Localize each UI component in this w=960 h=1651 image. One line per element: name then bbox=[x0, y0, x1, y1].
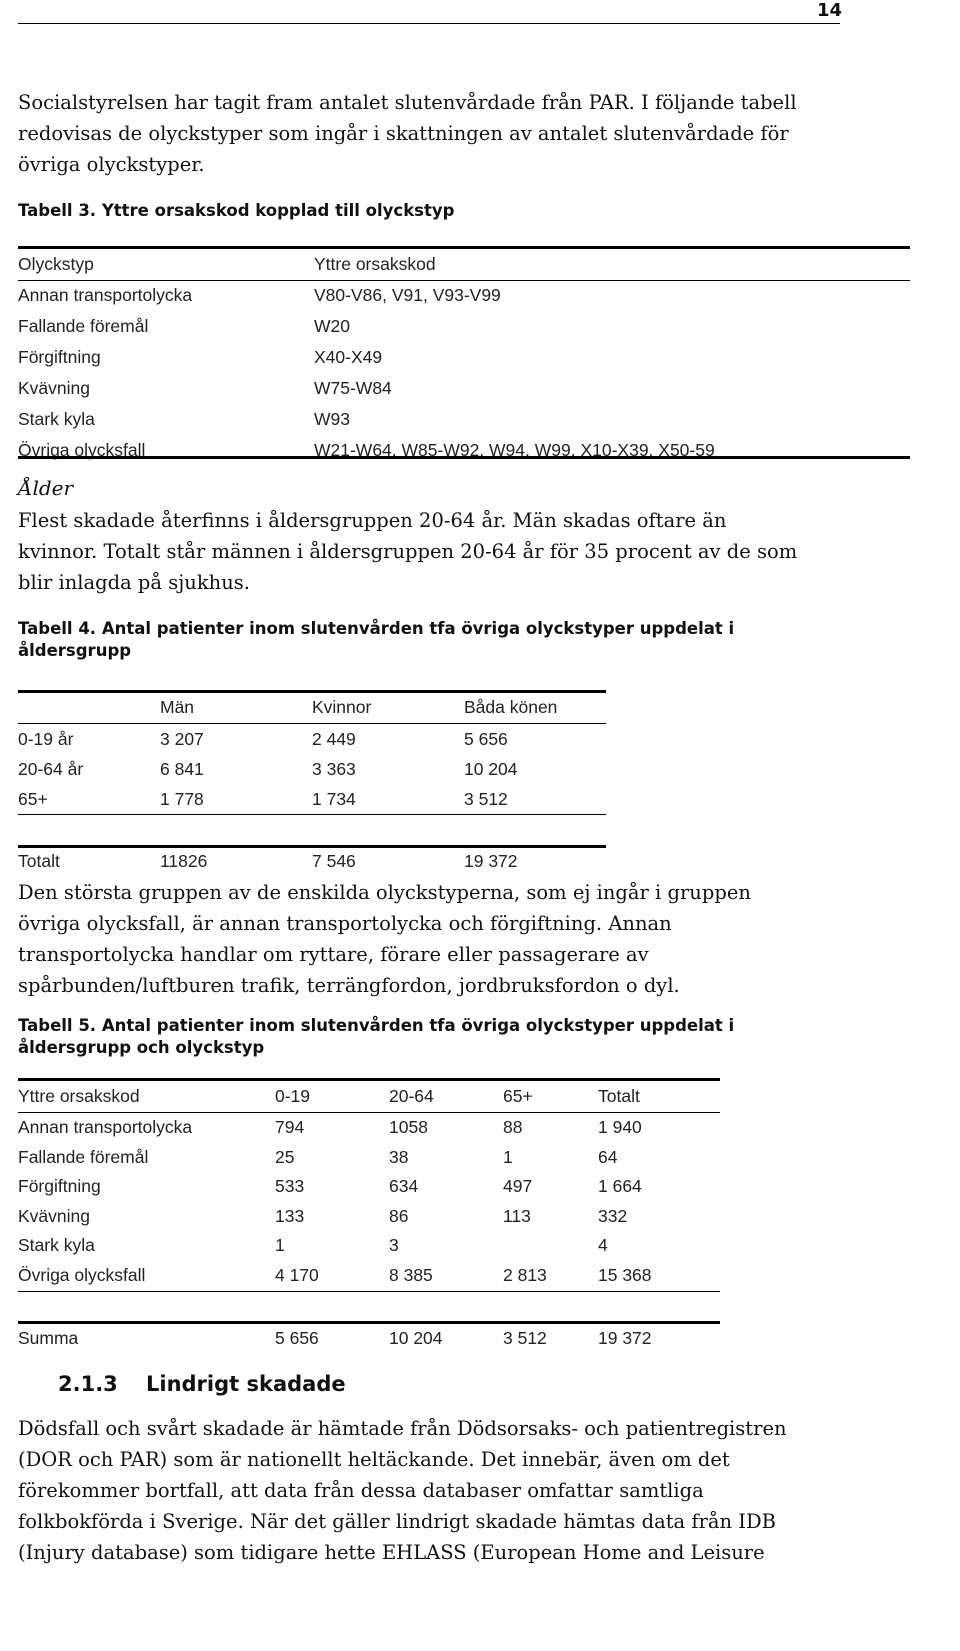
table-cell: 86 bbox=[389, 1205, 409, 1226]
table-cell: 497 bbox=[503, 1176, 533, 1197]
table-cell: 19 372 bbox=[598, 1328, 652, 1348]
table-cell: 20-64 år bbox=[18, 759, 84, 779]
table-cell: W21-W64, W85-W92, W94, W99, X10-X39, X50-59 bbox=[314, 440, 715, 460]
paragraph-line: Dödsfall och svårt skadade är hämtade från Dödsorsaks- och patientregistren bbox=[18, 1417, 787, 1440]
table-cell: 10 204 bbox=[389, 1328, 443, 1348]
column-header: 65+ bbox=[503, 1086, 533, 1106]
table-cell: W20 bbox=[314, 316, 350, 336]
table-cell: 3 512 bbox=[464, 789, 508, 809]
table-cell: Kvävning bbox=[18, 1205, 90, 1226]
paragraph-line: transportolycka handlar om ryttare, förare eller passagerare av bbox=[18, 943, 649, 966]
section-number: 2.1.3 bbox=[58, 1372, 118, 1396]
table-cell: Fallande föremål bbox=[18, 316, 149, 336]
paragraph-line: kvinnor. Totalt står männen i åldersgruppen 20-64 år för 35 procent av de som bbox=[18, 540, 798, 563]
table-cell: 2 813 bbox=[503, 1264, 547, 1285]
page-number: 14 bbox=[816, 0, 842, 21]
table-cell: 38 bbox=[389, 1146, 409, 1167]
table-row bbox=[18, 311, 910, 342]
table-cell: 6 841 bbox=[160, 759, 204, 779]
table5 bbox=[18, 1078, 720, 1348]
table-cell: 3 512 bbox=[503, 1328, 547, 1348]
table-cell: W93 bbox=[314, 409, 350, 429]
table-header-row bbox=[18, 692, 606, 723]
table-cell: 10 204 bbox=[464, 759, 518, 779]
table-cell: Övriga olycksfall bbox=[18, 440, 146, 460]
table-cell: 1 bbox=[275, 1235, 285, 1256]
table-cell: 4 170 bbox=[275, 1264, 319, 1285]
table-rule-total bbox=[18, 814, 606, 815]
table3-caption: Tabell 3. Yttre orsakskod kopplad till olyckstyp bbox=[18, 201, 455, 220]
table-row bbox=[18, 784, 606, 814]
paragraph-line: Flest skadade återfinns i åldersgruppen 20-64 år. Män skadas oftare än bbox=[18, 509, 727, 532]
table-cell: 11826 bbox=[160, 851, 208, 871]
table-header-row bbox=[18, 249, 910, 280]
table-cell: Förgiftning bbox=[18, 1176, 101, 1197]
table-cell: Annan transportolycka bbox=[18, 285, 193, 305]
table-row bbox=[18, 1202, 720, 1232]
table-cell: V80-V86, V91, V93-V99 bbox=[314, 285, 501, 305]
paragraph-line: folkbokförda i Sverige. När det gäller lindrigt skadade hämtas data från IDB bbox=[18, 1510, 776, 1533]
table-row bbox=[18, 1113, 720, 1143]
table-rule-bottom bbox=[18, 845, 606, 848]
table-cell: 5 656 bbox=[464, 729, 508, 749]
caption-line: Tabell 4. Antal patienter inom slutenvården tfa övriga olyckstyper uppdelat i bbox=[18, 619, 735, 638]
table-total-row bbox=[18, 1323, 720, 1354]
column-header: 0-19 bbox=[275, 1086, 311, 1106]
column-header: 20-64 bbox=[389, 1086, 434, 1106]
paragraph-line: spårbunden/luftburen trafik, terrängfordon, jordbruksfordon o dyl. bbox=[18, 974, 680, 997]
table-cell: 7 546 bbox=[312, 851, 356, 871]
paragraph-line: Den största gruppen av de enskilda olyckstyperna, som ej ingår i gruppen bbox=[18, 881, 751, 904]
table5-caption bbox=[18, 1015, 734, 1059]
caption-line: åldersgrupp bbox=[18, 641, 132, 660]
table-cell: 0-19 år bbox=[18, 729, 74, 749]
table-cell: Fallande föremål bbox=[18, 1146, 149, 1167]
table-cell: 8 385 bbox=[389, 1264, 433, 1285]
table-row bbox=[18, 1231, 720, 1261]
paragraph-line: förekommer bortfall, att data från dessa databaser omfattar samtliga bbox=[18, 1479, 704, 1502]
table-cell: Förgiftning bbox=[18, 347, 101, 367]
table-cell: 533 bbox=[275, 1176, 305, 1197]
table-cell: 5 656 bbox=[275, 1328, 319, 1348]
table-row bbox=[18, 404, 910, 435]
column-header: Kvinnor bbox=[312, 697, 372, 717]
table-cell: 113 bbox=[503, 1205, 531, 1226]
table-cell: 2 449 bbox=[312, 729, 356, 749]
paragraph-line: övriga olycksfall, är annan transportolycka och förgiftning. Annan bbox=[18, 912, 672, 935]
table-total-row bbox=[18, 846, 606, 877]
table-cell: Kvävning bbox=[18, 378, 90, 398]
table-cell: 3 bbox=[389, 1235, 399, 1256]
table-cell: 88 bbox=[503, 1117, 523, 1137]
table-cell: Totalt bbox=[18, 851, 60, 871]
middle-paragraph bbox=[18, 877, 751, 1001]
table-row bbox=[18, 754, 606, 784]
table-row bbox=[18, 280, 910, 311]
table-cell: 65+ bbox=[18, 789, 48, 809]
table-cell: Stark kyla bbox=[18, 409, 95, 429]
table-rule-total bbox=[18, 1291, 720, 1292]
table-header-row bbox=[18, 1081, 720, 1112]
table-row bbox=[18, 724, 606, 754]
paragraph-line: (Injury database) som tidigare hette EHLASS (European Home and Leisure bbox=[18, 1541, 765, 1564]
paragraph-line: övriga olyckstyper. bbox=[18, 153, 205, 176]
table-cell: 3 207 bbox=[160, 729, 204, 749]
table-cell: Annan transportolycka bbox=[18, 1117, 193, 1137]
table-cell: 1 bbox=[503, 1146, 513, 1167]
table-cell: 1 940 bbox=[598, 1117, 642, 1137]
column-header: Totalt bbox=[598, 1086, 640, 1106]
age-heading: Ålder bbox=[18, 476, 74, 500]
table-cell: 1058 bbox=[389, 1117, 428, 1137]
table-cell: 133 bbox=[275, 1205, 305, 1226]
table-cell: 25 bbox=[275, 1146, 295, 1167]
table-cell: Stark kyla bbox=[18, 1235, 95, 1256]
column-header: Yttre orsakskod bbox=[18, 1086, 140, 1106]
final-paragraph bbox=[18, 1413, 787, 1568]
column-header: Yttre orsakskod bbox=[314, 254, 436, 274]
age-paragraph bbox=[18, 505, 797, 598]
paragraph-line: redovisas de olyckstyper som ingår i skattningen av antalet slutenvårdade för bbox=[18, 122, 789, 145]
table-cell: 1 734 bbox=[312, 789, 356, 809]
section-title: Lindrigt skadade bbox=[146, 1372, 346, 1396]
column-header: Olyckstyp bbox=[18, 254, 94, 274]
table4 bbox=[18, 690, 606, 871]
paragraph-line: (DOR och PAR) som är nationellt heltäckande. Det innebär, även om det bbox=[18, 1448, 730, 1471]
paragraph-line: Socialstyrelsen har tagit fram antalet slutenvårdade från PAR. I följande tabell bbox=[18, 91, 797, 114]
table-row bbox=[18, 435, 910, 466]
table-row bbox=[18, 1261, 720, 1291]
table-row bbox=[18, 342, 910, 373]
paragraph-line: blir inlagda på sjukhus. bbox=[18, 571, 250, 594]
caption-line: Tabell 5. Antal patienter inom slutenvården tfa övriga olyckstyper uppdelat i bbox=[18, 1016, 735, 1035]
table4-caption bbox=[18, 618, 734, 662]
table-cell: X40-X49 bbox=[314, 347, 383, 367]
table-row bbox=[18, 1143, 720, 1173]
intro-paragraph bbox=[18, 87, 797, 180]
table-cell: 15 368 bbox=[598, 1264, 652, 1285]
column-header: Båda könen bbox=[464, 697, 558, 717]
column-header: Män bbox=[160, 697, 195, 717]
table-rule-bottom bbox=[18, 456, 910, 459]
table-row bbox=[18, 373, 910, 404]
table-cell: 1 664 bbox=[598, 1176, 642, 1197]
table-cell: W75-W84 bbox=[314, 378, 392, 398]
table-cell: Övriga olycksfall bbox=[18, 1264, 146, 1285]
table3 bbox=[18, 246, 910, 460]
table-cell: 794 bbox=[275, 1117, 305, 1137]
section-heading bbox=[58, 1372, 346, 1396]
table-cell: 19 372 bbox=[464, 851, 518, 871]
table-row bbox=[18, 1172, 720, 1202]
table-cell: 634 bbox=[389, 1176, 419, 1197]
caption-line: åldersgrupp och olyckstyp bbox=[18, 1038, 265, 1057]
table-cell: 332 bbox=[598, 1205, 628, 1226]
table-cell: 1 778 bbox=[160, 789, 204, 809]
table-cell: Summa bbox=[18, 1328, 79, 1348]
header-rule bbox=[18, 23, 840, 24]
table-rule-bottom bbox=[18, 1321, 720, 1324]
table-cell: 4 bbox=[598, 1235, 608, 1256]
table-cell: 64 bbox=[598, 1146, 618, 1167]
table-cell: 3 363 bbox=[312, 759, 356, 779]
